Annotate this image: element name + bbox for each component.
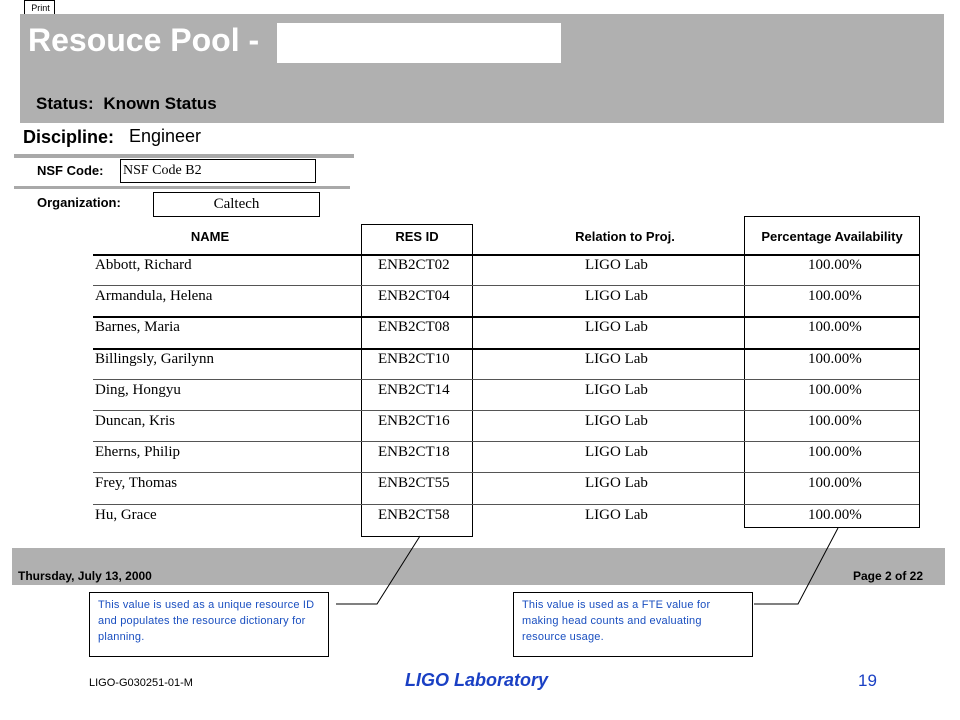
cell-percentage: 100.00% xyxy=(808,319,862,336)
organization-field: Caltech xyxy=(153,192,320,217)
column-header-relation: Relation to Proj. xyxy=(575,229,675,244)
cell-name: Duncan, Kris xyxy=(95,413,175,429)
row-divider xyxy=(93,285,919,286)
footer-page-number: Page 2 of 22 xyxy=(853,569,924,583)
print-button[interactable]: Print xyxy=(24,0,55,15)
cell-name: Hu, Grace xyxy=(95,506,157,523)
cell-relation: LIGO Lab xyxy=(585,475,648,492)
cell-relation: LIGO Lab xyxy=(585,288,648,305)
res-id-note: This value is used as a unique resource ID and populates the resource dictionary for planning. xyxy=(89,592,329,657)
cell-res-id: ENB2CT55 xyxy=(378,475,450,492)
row-divider xyxy=(93,348,919,350)
row-divider xyxy=(93,379,919,380)
cell-name: Frey, Thomas xyxy=(95,475,178,492)
cell-name: Abbott, Richard xyxy=(95,257,192,273)
column-header-name: NAME xyxy=(190,229,230,244)
cell-relation: LIGO Lab xyxy=(585,444,648,461)
cell-res-id: ENB2CT10 xyxy=(378,350,450,367)
report-title: Resouce Pool - xyxy=(28,22,260,58)
cell-res-id: ENB2CT02 xyxy=(378,257,450,273)
cell-percentage: 100.00% xyxy=(808,506,862,523)
cell-res-id: ENB2CT18 xyxy=(378,444,450,461)
divider xyxy=(14,154,354,158)
cell-name: Ding, Hongyu xyxy=(95,381,181,398)
cell-res-id: ENB2CT08 xyxy=(378,319,450,336)
cell-percentage: 100.00% xyxy=(808,288,862,305)
cell-res-id: ENB2CT04 xyxy=(378,288,450,305)
organization-label: Organization: xyxy=(37,195,121,210)
status-label: Status: xyxy=(36,94,94,113)
row-divider xyxy=(93,472,919,473)
cell-relation: LIGO Lab xyxy=(585,319,648,336)
redacted-title-box xyxy=(277,23,561,63)
row-divider xyxy=(93,441,919,442)
cell-name: Barnes, Maria xyxy=(95,319,180,336)
cell-percentage: 100.00% xyxy=(808,444,862,461)
cell-name: Eherns, Philip xyxy=(95,444,180,461)
discipline-label: Discipline: xyxy=(23,127,115,147)
cell-res-id: ENB2CT14 xyxy=(378,381,450,398)
cell-relation: LIGO Lab xyxy=(585,350,648,367)
row-divider xyxy=(93,316,919,318)
cell-percentage: 100.00% xyxy=(808,381,862,398)
footer-date: Thursday, July 13, 2000 xyxy=(18,569,152,583)
cell-relation: LIGO Lab xyxy=(585,257,648,273)
cell-relation: LIGO Lab xyxy=(585,413,648,429)
nsf-code-field: NSF Code B2 xyxy=(120,159,316,183)
cell-name: Billingsly, Garilynn xyxy=(95,350,215,367)
fte-note: This value is used as a FTE value for making head counts and evaluating resource usage. xyxy=(513,592,753,657)
cell-percentage: 100.00% xyxy=(808,475,862,492)
document-id: LIGO-G030251-01-M xyxy=(89,677,193,689)
cell-res-id: ENB2CT16 xyxy=(378,413,450,429)
column-header-res-id: RES ID xyxy=(395,229,439,244)
column-header-percentage: Percentage Availability xyxy=(761,229,903,244)
status-value: Known Status xyxy=(103,94,217,113)
cell-relation: LIGO Lab xyxy=(585,506,648,523)
nsf-code-label: NSF Code: xyxy=(37,163,104,178)
slide-number: 19 xyxy=(858,671,877,690)
cell-percentage: 100.00% xyxy=(808,413,862,429)
row-divider xyxy=(93,504,919,505)
cell-relation: LIGO Lab xyxy=(585,381,648,398)
cell-name: Armandula, Helena xyxy=(95,288,213,305)
discipline-value: Engineer xyxy=(129,126,202,146)
divider xyxy=(14,186,350,189)
row-divider xyxy=(93,410,919,411)
cell-percentage: 100.00% xyxy=(808,350,862,367)
status-line xyxy=(36,94,217,114)
cell-percentage: 100.00% xyxy=(808,257,862,273)
lab-name: LIGO Laboratory xyxy=(405,670,549,690)
cell-res-id: ENB2CT58 xyxy=(378,506,450,523)
row-divider xyxy=(93,254,919,256)
